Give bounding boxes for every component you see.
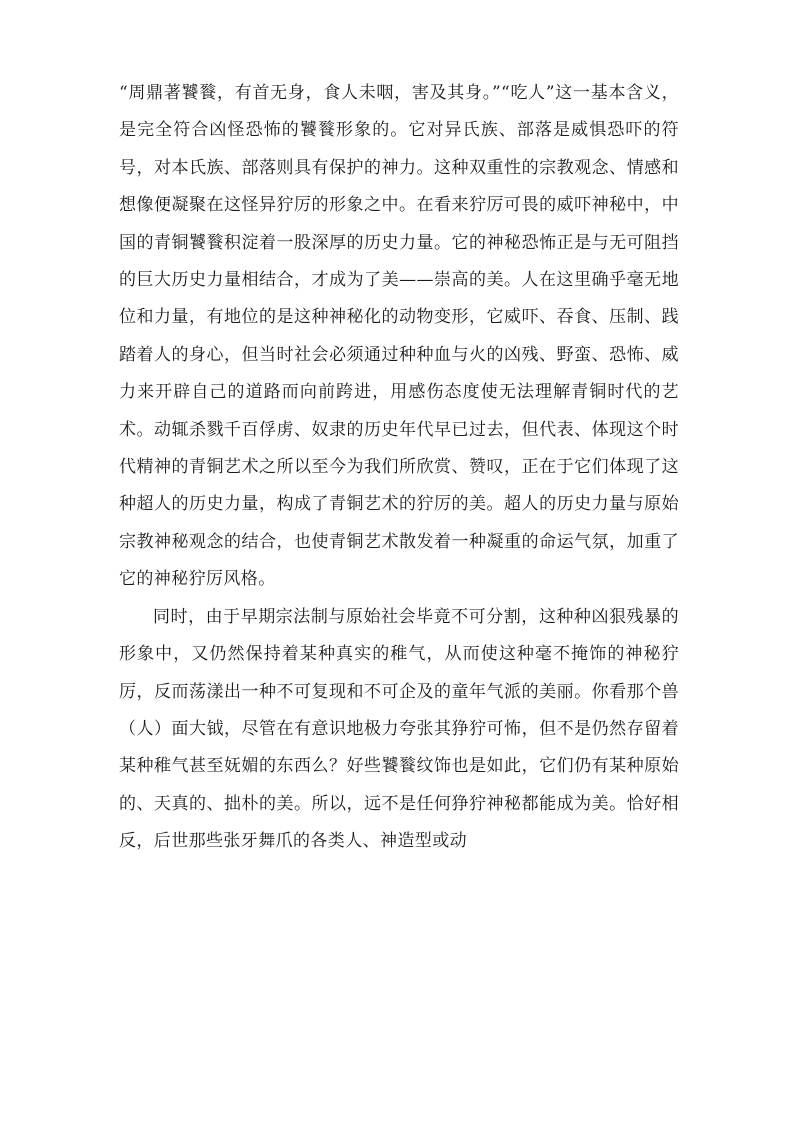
paragraph-1: “周鼎著饕餮，有首无身，食人未咽，害及其身。”“吃人”这一基本含义，是完全符合凶怪恐怖的饕餮形象的。它对异氏族、部落是威惧恐吓的符号，对本氏族、部落则具有保护的神力。这种双重性的宗教观念、情感和想像便凝聚在这怪异狞厉的形象之中。在看来狞厉可畏的威吓神秘中，中国的青铜饕餮积淀着一股深厚的历史力量。它的神秘恐怖正是与无可阻挡的巨大历史力量相结合，才成为了美——崇高的美。人在这里确乎毫无地位和力量，有地位的是这种神秘化的动物变形，它威吓、吞食、压制、践踏着人的身心，但当时社会必须通过种种血与火的凶残、野蛮、恐怖、威力来开辟自己的道路而向前跨进，用感伤态度使无法理解青铜时代的艺术。动辄杀戮千百俘虏、奴隶的历史年代早已过去，但代表、体现这个时代精神的青铜艺术之所以至今为我们所欣赏、赞叹，正在于它们体现了这种超人的历史力量，构成了青铜艺术的狞厉的美。超人的历史力量与原始宗教神秘观念的结合，也使青铜艺术散发着一种凝重的命运气氛，加重了它的神秘狞厉风格。 — [119, 83, 679, 590]
body-text — [119, 75, 679, 861]
paragraph-2: 同时，由于早期宗法制与原始社会毕竟不可分割，这种种凶狠残暴的形象中，又仍然保持着某种真实的稚气，从而使这种毫不掩饰的神秘狞厉，反而荡漾出一种不可复现和不可企及的童年气派的美丽。你看那个兽（人）面大钺，尽管在有意识地极力夸张其狰狞可怖，但不是仍然存留着某种稚气甚至妩媚的东西么？好些饕餮纹饰也是如此，它们仍有某种原始的、天真的、拙朴的美。所以，远不是任何狰狞神秘都能成为美。恰好相反，后世那些张牙舞爪的各类人、神造型或动 — [119, 606, 679, 852]
